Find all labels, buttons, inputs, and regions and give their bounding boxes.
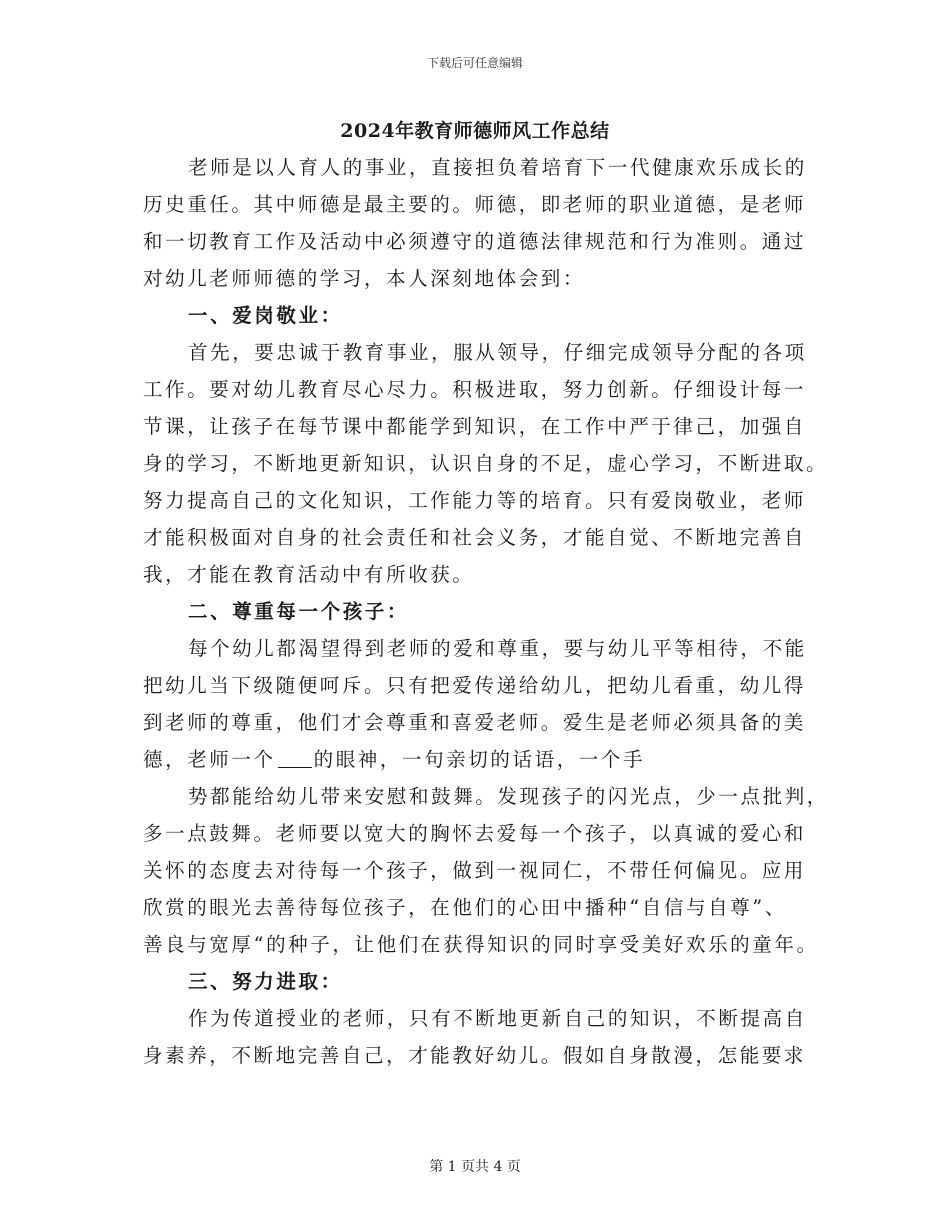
document-body — [143, 149, 829, 1074]
paragraph-line: 善良与宽厚“的种子，让他们在获得知识的同时享受美好欢乐的童年。 — [143, 933, 819, 956]
paragraph-line: 关怀的态度去对待每一个孩子，做到一视同仁，不带任何偏见。应用 — [143, 859, 807, 882]
paragraph-line: 对幼儿老师师德的学习，本人深刻地体会到： — [143, 267, 586, 290]
paragraph-line: 欣赏的眼光去善待每位孩子，在他们的心田中播种“自信与自尊”、 — [143, 896, 787, 919]
paragraph-line: 到老师的尊重，他们才会尊重和喜爱老师。爱生是老师必须具备的美 — [143, 711, 807, 734]
paragraph-line: 首先，要忠诚于教育事业，服从领导，仔细完成领导分配的各项 — [188, 341, 807, 364]
paragraph-line: 老师是以人育人的事业，直接担负着培育下一代健康欢乐成长的 — [188, 156, 807, 179]
paragraph-line: 身的学习，不断地更新知识，认识自身的不足，虚心学习，不断进取。 — [143, 452, 829, 475]
paragraph-line: 势都能给幼儿带来安慰和鼓舞。发现孩子的闪光点，少一点批判， — [188, 785, 829, 808]
paragraph-line: 我，才能在教育活动中有所收获。 — [143, 563, 475, 586]
paragraph-line: 把幼儿当下级随便呵斥。只有把爱传递给幼儿，把幼儿看重，幼儿得 — [143, 674, 807, 697]
paragraph-line: 才能积极面对自身的社会责任和社会义务，才能自觉、不断地完善自 — [143, 526, 807, 549]
paragraph-line: 每个幼儿都渴望得到老师的爱和尊重，要与幼儿平等相待，不能 — [188, 637, 807, 660]
fill-in-blank — [278, 747, 312, 768]
section-heading: 二、尊重每一个孩子： — [188, 600, 410, 623]
paragraph-line-with-blank — [143, 741, 807, 778]
line-segment: 德，老师一个 — [143, 748, 276, 771]
header-note: 下载后可任意编辑 — [426, 56, 523, 70]
paragraph-line: 身素养，不断地完善自己，才能教好幼儿。假如自身散漫，怎能要求 — [143, 1044, 807, 1067]
paragraph-line: 工作。要对幼儿教育尽心尽力。积极进取，努力创新。仔细设计每一 — [143, 378, 807, 401]
page-footer: 第 1 页共 4 页 — [429, 1159, 521, 1175]
paragraph-line: 和一切教育工作及活动中必须遵守的道德法律规范和行为准则。通过 — [143, 230, 807, 253]
section-heading: 一、爱岗敬业： — [188, 304, 343, 327]
line-segment: 的眼神，一句亲切的话语，一个手 — [313, 748, 646, 771]
paragraph-line: 多一点鼓舞。老师要以宽大的胸怀去爱每一个孩子，以真诚的爱心和 — [143, 822, 807, 845]
paragraph-line: 作为传道授业的老师，只有不断地更新自己的知识，不断提高自 — [188, 1007, 807, 1030]
paragraph-line: 努力提高自己的文化知识，工作能力等的培育。只有爱岗敬业，老师 — [143, 489, 807, 512]
section-heading: 三、努力进取： — [188, 970, 343, 993]
document-title: 2024年教育师德师风工作总结 — [340, 120, 610, 142]
paragraph-line: 历史重任。其中师德是最主要的。师德，即老师的职业道德，是老师 — [143, 193, 807, 216]
paragraph-line: 节课，让孩子在每节课中都能学到知识，在工作中严于律己，加强自 — [143, 415, 807, 438]
